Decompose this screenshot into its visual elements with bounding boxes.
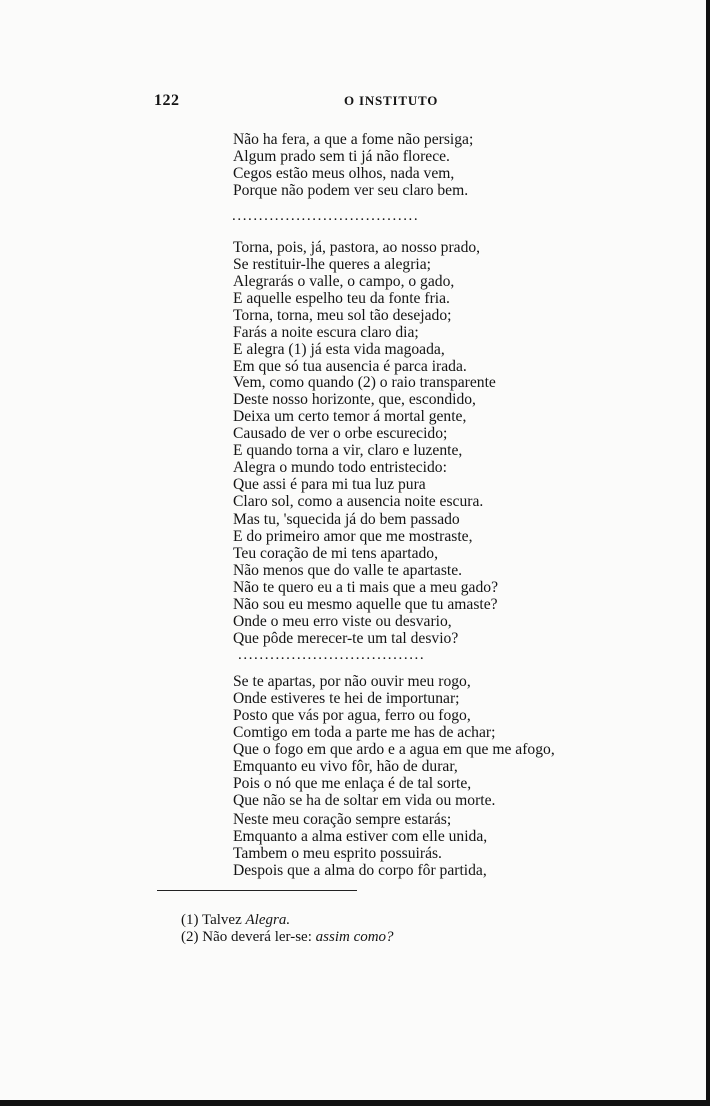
verse-line: Alegra o mundo todo entristecido: — [233, 459, 447, 476]
page-number: 122 — [154, 92, 180, 109]
footnote-rule — [157, 890, 357, 891]
page-header — [154, 92, 574, 112]
verse-line: Que assi é para mi tua luz pura — [233, 476, 426, 493]
verse-line: Torna, pois, já, pastora, ao nosso prado, — [233, 239, 481, 256]
verse-line: Que pôde merecer-te um tal desvio? — [233, 630, 459, 647]
verse-line: E alegra (1) já esta vida magoada, — [233, 341, 445, 358]
verse-line: Em que só tua ausencia é parca irada. — [233, 358, 467, 375]
verse-line: Algum prado sem ti já não florece. — [233, 148, 450, 165]
verse-line: Posto que vás por agua, ferro ou fogo, — [233, 707, 471, 724]
verse-line: Causado de ver o orbe escurecido; — [233, 425, 448, 442]
verse-line: Torna, torna, meu sol tão desejado; — [233, 307, 452, 324]
verse-line: Deixa um certo temor á mortal gente, — [233, 408, 467, 425]
footnote-2 — [181, 929, 394, 946]
verse-line: Onde o meu erro viste ou desvario, — [233, 613, 452, 630]
verse-line: Farás a noite escura claro dia; — [233, 324, 419, 341]
verse-line: Claro sol, como a ausencia noite escura. — [233, 493, 484, 510]
verse-line: Despois que a alma do corpo fôr partida, — [233, 862, 487, 879]
verse-line: Mas tu, 'squecida já do bem passado — [233, 511, 460, 528]
footnote-emphasis: Alegra. — [245, 912, 291, 928]
verse-line: Onde estiveres te hei de importunar; — [233, 690, 460, 707]
verse-line: Emquanto a alma estiver com elle unida, — [233, 828, 488, 845]
verse-line: E aquelle espelho teu da fonte fria. — [233, 290, 450, 307]
verse-line: Se te apartas, por não ouvir meu rogo, — [233, 673, 471, 690]
verse-line: Teu coração de mi tens apartado, — [233, 545, 438, 562]
verse-line: Não ha fera, a que a fome não persiga; — [233, 131, 474, 148]
footnote-marker: (2) — [181, 929, 199, 945]
verse-line: Se restituir-lhe queres a alegria; — [233, 256, 431, 273]
scan-edge-right — [706, 0, 710, 1106]
verse-line: Deste nosso horizonte, que, escondido, — [233, 391, 476, 408]
verse-line: Cegos estão meus olhos, nada vem, — [233, 165, 455, 182]
verse-line: Que o fogo em que ardo e a agua em que me afogo, — [233, 741, 555, 758]
footnote-marker: (1) — [181, 912, 199, 928]
running-title: O INSTITUTO — [344, 93, 439, 108]
verse-line: Tambem o meu esprito possuirás. — [233, 845, 442, 862]
footnote-1 — [181, 912, 290, 929]
verse-line: Alegrarás o valle, o campo, o gado, — [233, 273, 455, 290]
verse-line: Comtigo em toda a parte me has de achar; — [233, 724, 496, 741]
verse-line: Pois o nó que me enlaça é de tal sorte, — [233, 775, 472, 792]
verse-line: Não sou eu mesmo aquelle que tu amaste? — [233, 596, 498, 613]
verse-line: Que não se ha de soltar em vida ou morte. — [233, 792, 496, 809]
verse-line: E quando torna a vir, claro e luzente, — [233, 442, 463, 459]
verse-line: Emquanto eu vivo fôr, hão de durar, — [233, 758, 458, 775]
verse-line: Porque não podem ver seu claro bem. — [233, 182, 469, 199]
footnote-emphasis: assim como? — [315, 929, 394, 945]
verse-line: Neste meu coração sempre estarás; — [233, 811, 452, 828]
verse-line: Não menos que do valle te apartaste. — [233, 562, 463, 579]
scan-edge-bottom — [0, 1100, 710, 1106]
ellipsis-separator: ................................... — [238, 647, 426, 663]
verse-line: Vem, como quando (2) o raio transparente — [233, 374, 496, 391]
footnote-text: Não deverá ler-se: — [202, 929, 316, 945]
ellipsis-separator: ................................... — [232, 208, 420, 224]
verse-line: Não te quero eu a ti mais que a meu gado? — [233, 579, 498, 596]
footnote-text: Talvez — [201, 912, 246, 928]
verse-line: E do primeiro amor que me mostraste, — [233, 528, 473, 545]
